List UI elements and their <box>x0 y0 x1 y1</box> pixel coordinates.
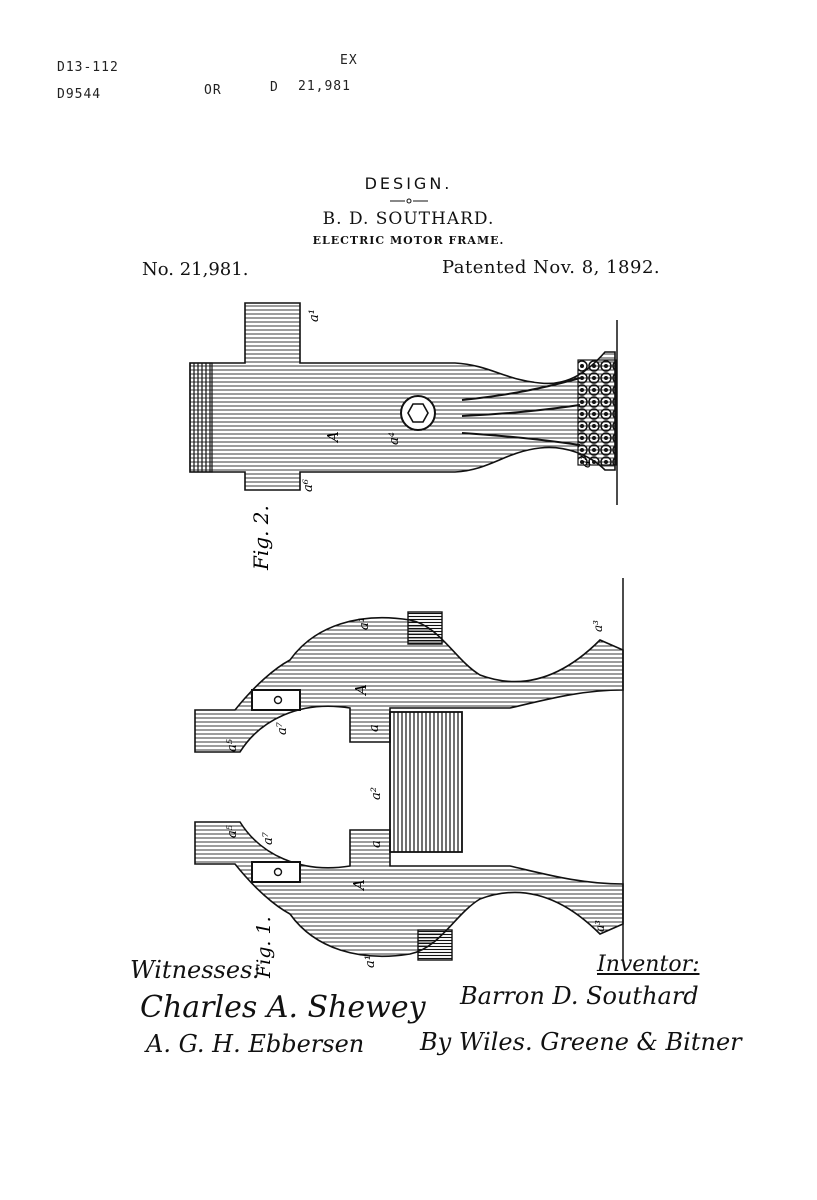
fig1-ref-a1-bottom: a¹ <box>363 955 378 968</box>
inventor-name: B. D. SOUTHARD. <box>322 209 495 229</box>
fig1-ref-a3-bottom: a³ <box>593 920 607 932</box>
fig2-ref-a1: a¹ <box>307 309 322 322</box>
fig1-ref-a2: a² <box>369 787 384 800</box>
fig2-ref-a4: a⁴ <box>387 432 402 445</box>
fig1-ref-a-small-bottom: a <box>369 840 384 848</box>
fig2-ref-a6: a⁶ <box>301 479 316 492</box>
attorney-signature: By Wiles. Greene & Bitner <box>420 1028 742 1056</box>
fig2-label: Fig. 2. <box>249 505 273 570</box>
figure-1 <box>195 578 623 979</box>
fig1-ref-a3-top: a³ <box>591 620 605 632</box>
fig1-ref-a5-bottom: a⁵ <box>225 825 240 838</box>
stamp-top-left-2: D9544 <box>57 87 102 102</box>
stamp-d: D <box>270 80 279 95</box>
fig1-ref-a1-top: a¹ <box>357 617 372 630</box>
inventor-signature: Barron D. Southard <box>460 982 699 1010</box>
fig1-ref-a7-bottom: a⁷ <box>261 832 276 845</box>
design-label: DESIGN. <box>364 174 453 193</box>
inventor-label: Inventor: <box>597 952 700 977</box>
fig1-ref-a7-top: a⁷ <box>275 722 290 735</box>
invention-title: ELECTRIC MOTOR FRAME. <box>312 234 505 247</box>
fig1-label: Fig. 1. <box>253 916 275 978</box>
fig1-core <box>390 712 462 852</box>
patent-date: Patented Nov. 8, 1892. <box>442 257 661 278</box>
stamp-top-left-1: D13-112 <box>57 60 119 75</box>
fig1-ref-a-small-top: a <box>367 724 382 732</box>
fig2-ref-a3: a³ <box>579 455 594 468</box>
fig2-bolt <box>401 396 435 430</box>
fig2-feet <box>578 360 616 465</box>
witness-2-signature: A. G. H. Ebbersen <box>146 1030 365 1058</box>
figure-2 <box>190 303 617 571</box>
fig1-ref-a-bottom: A <box>350 879 368 890</box>
patent-number: No. 21,981. <box>142 259 249 280</box>
stamp-or: OR <box>204 83 222 98</box>
fig1-bottom-bolt <box>418 930 452 960</box>
stamp-ex: EX <box>340 53 358 68</box>
fig2-end-flange <box>190 363 212 472</box>
stamp-number: 21,981 <box>298 79 351 94</box>
fig1-top-bolt <box>408 612 442 644</box>
fig2-frame-body <box>190 303 615 490</box>
witnesses-label: Witnesses: <box>130 956 261 984</box>
fig2-ref-a: A <box>324 431 342 442</box>
witness-1-signature: Charles A. Shewey <box>140 990 426 1025</box>
fig1-ref-a-top: A <box>352 684 370 695</box>
fig1-ref-a5-top: a⁵ <box>225 739 240 752</box>
